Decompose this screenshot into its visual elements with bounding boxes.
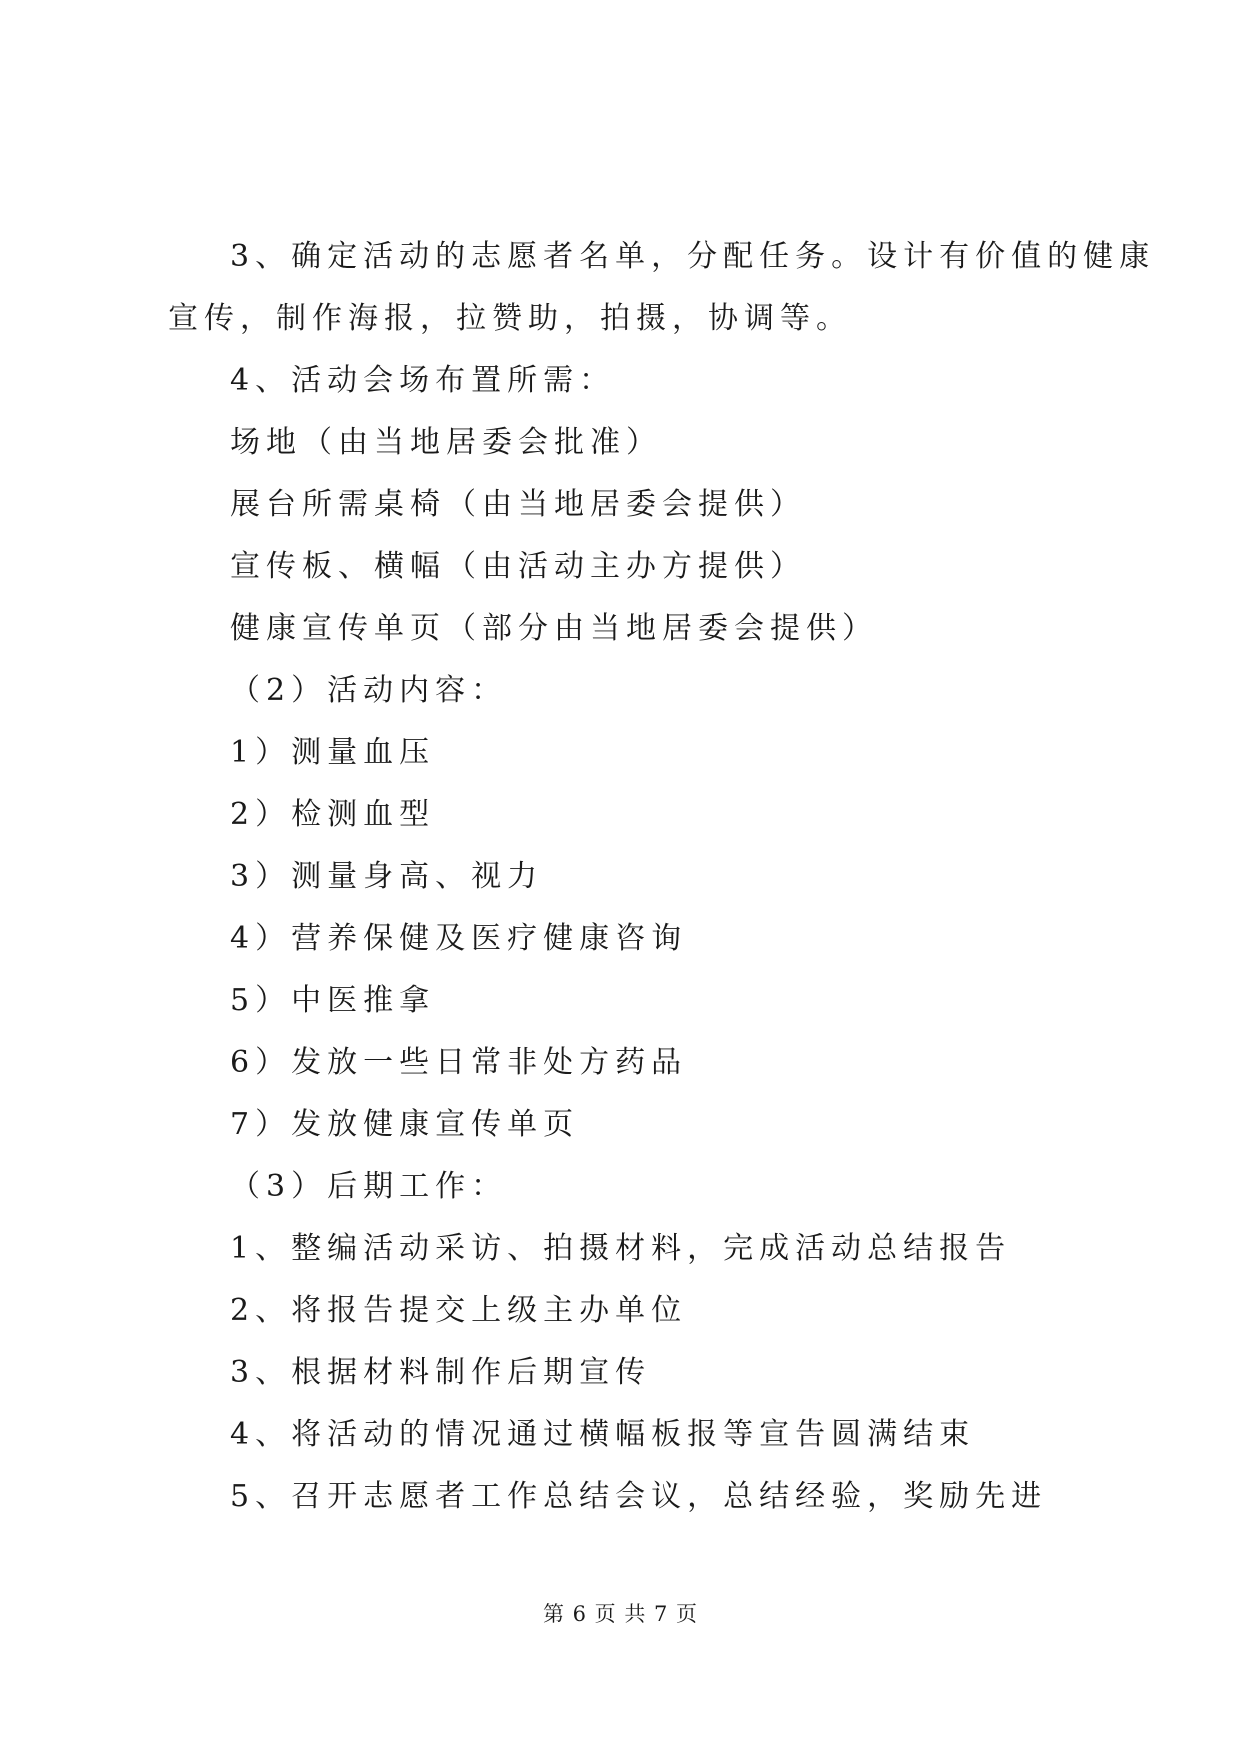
list-item: 1、整编活动采访、拍摄材料，完成活动总结报告 — [230, 1231, 1012, 1266]
paragraph-line: 健康宣传单页（部分由当地居委会提供） — [230, 611, 878, 646]
section-heading: （3）后期工作： — [230, 1169, 508, 1204]
paragraph-line: 宣传板、横幅（由活动主办方提供） — [230, 549, 806, 584]
list-item: 2、将报告提交上级主办单位 — [230, 1293, 688, 1328]
list-item: 3、根据材料制作后期宣传 — [230, 1355, 652, 1390]
paragraph-line: 宣传，制作海报，拉赞助，拍摄，协调等。 — [168, 301, 852, 336]
paragraph-line: 场地（由当地居委会批准） — [230, 425, 662, 460]
list-item: 3）测量身高、视力 — [230, 859, 544, 894]
list-item: 2）检测血型 — [230, 797, 436, 832]
paragraph-line: 3、确定活动的志愿者名单，分配任务。设计有价值的健康 — [230, 239, 1156, 274]
list-item: 6）发放一些日常非处方药品 — [230, 1045, 688, 1080]
section-heading: （2）活动内容： — [230, 673, 508, 708]
list-item: 5）中医推拿 — [230, 983, 436, 1018]
list-item: 4、将活动的情况通过横幅板报等宣告圆满结束 — [230, 1417, 976, 1452]
list-item: 4）营养保健及医疗健康咨询 — [230, 921, 688, 956]
list-item: 5、召开志愿者工作总结会议，总结经验，奖励先进 — [230, 1479, 1048, 1514]
paragraph-line: 展台所需桌椅（由当地居委会提供） — [230, 487, 806, 522]
list-item: 1）测量血压 — [230, 735, 436, 770]
page-number-footer: 第 6 页 共 7 页 — [542, 1602, 699, 1626]
list-item: 7）发放健康宣传单页 — [230, 1107, 580, 1142]
paragraph-line: 4、活动会场布置所需： — [230, 363, 616, 398]
